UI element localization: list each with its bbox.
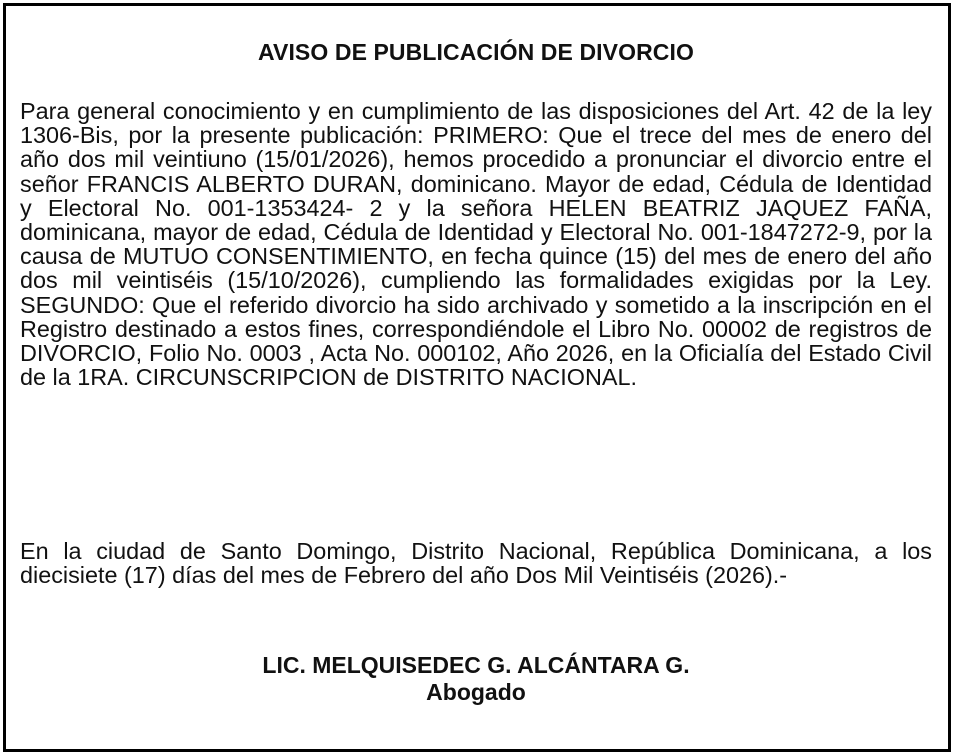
notice-closing-paragraph: En la ciudad de Santo Domingo, Distrito Nacional, República Dominicana, a los diecisiete (17) días del mes de Febrero del año Dos Mil Veintiséis (2026).-: [20, 538, 932, 589]
notice-frame: [3, 3, 951, 752]
notice-title: AVISO DE PUBLICACIÓN DE DIVORCIO: [258, 39, 694, 65]
signature-block: [20, 651, 932, 704]
signer-name: LIC. MELQUISEDEC G. ALCÁNTARA G.: [262, 652, 690, 678]
signer-title: Abogado: [426, 679, 526, 705]
notice-body-paragraph: Para general conocimiento y en cumplimiento de las disposiciones del Art. 42 de la ley 1306-Bis, por la presente publicación: PRIMERO: Que el trece del mes de enero del año dos mil veintiuno (15/01/2026), hemos procedido a pronunciar el divorcio entre el señor FRANCIS ALBERTO DURAN, dominicano. Mayor de edad, Cédula de Identidad y Electoral No. 001-1353424- 2 y la señora HELEN BEATRIZ JAQUEZ FAÑA, dominicana, mayor de edad, Cédula de Identidad y Electoral No. 001-1847272-9, por la causa de MUTUO CONSENTIMIENTO, en fecha quince (15) del mes de enero del año dos mil veintiséis (15/10/2026), cumpliendo las formalidades exigidas por la Ley. SEGUNDO: Que el referido divorcio ha sido archivado y sometido a la inscripción en el Registro destinado a estos fines, correspondiéndole el Libro No. 00002 de registros de DIVORCIO, Folio No. 0003 , Acta No. 000102, Año 2026, en la Oficialía del Estado Civil de la 1RA. CIRCUNSCRIPCION de DISTRITO NACIONAL.: [20, 98, 932, 391]
